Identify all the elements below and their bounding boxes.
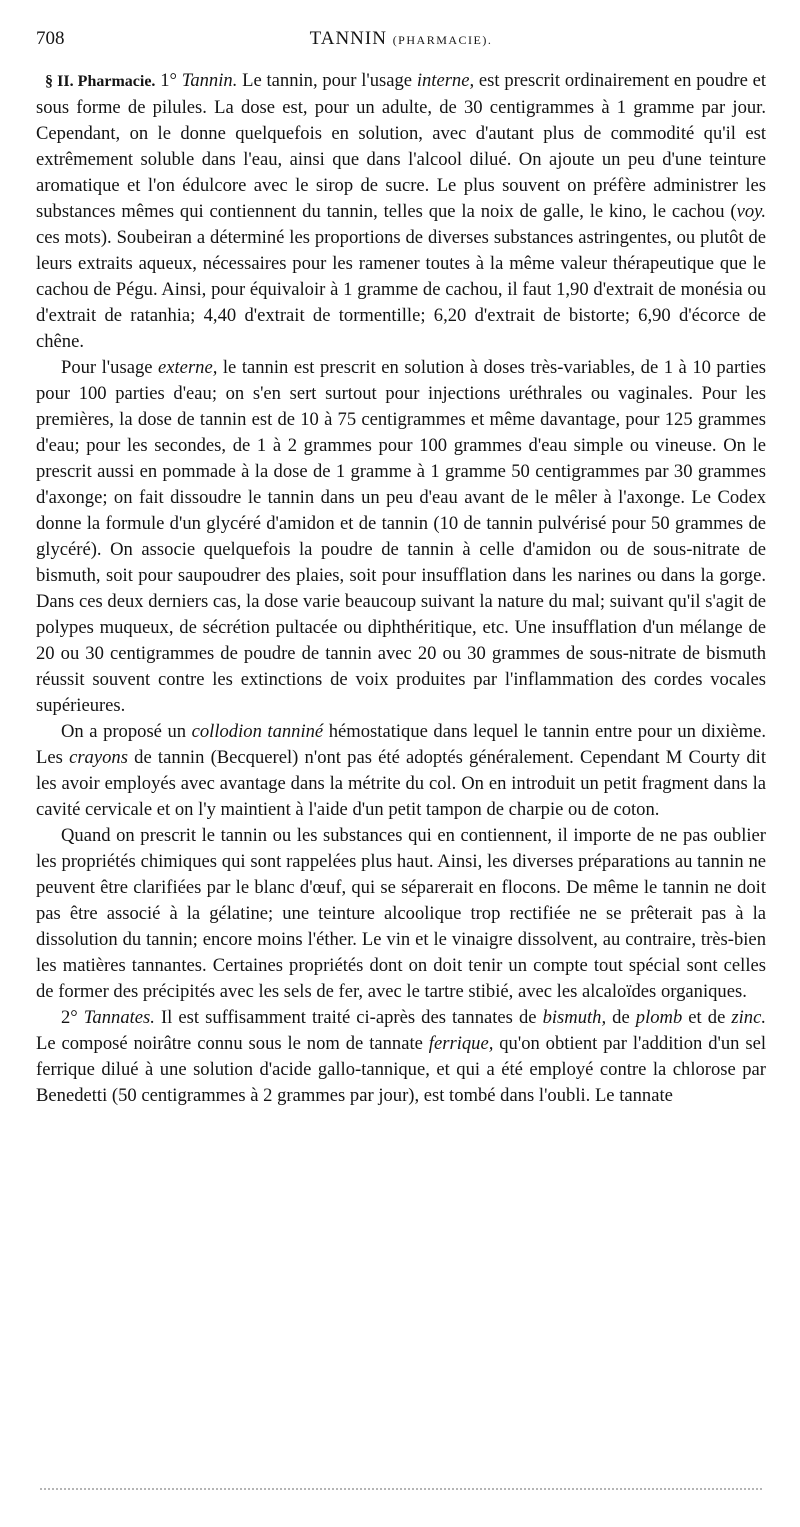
page <box>36 28 766 1109</box>
paragraph <box>36 355 766 719</box>
italic-text: Tannates. <box>83 1007 155 1028</box>
italic-text: crayons <box>69 747 128 768</box>
text-run: Le composé noirâtre connu sous le nom de tannate <box>36 1033 429 1054</box>
text-run: On a proposé un <box>61 721 192 742</box>
italic-text: externe, <box>158 357 218 378</box>
section-heading: § II. Pharmacie. <box>45 73 156 90</box>
paragraph <box>36 1005 766 1109</box>
italic-text: ferrique, <box>428 1033 494 1054</box>
title-main: TANNIN <box>309 28 387 49</box>
italic-text: zinc. <box>731 1007 766 1028</box>
italic-text: interne, <box>416 70 475 91</box>
paragraph <box>36 68 766 355</box>
title-subtitle: (PHARMACIE). <box>392 33 493 47</box>
text-run: Quand on prescrit le tannin ou les substances qui en contiennent, il importe de ne pas oublier les propriétés chimiques qui sont rappelées plus haut. Ainsi, les diverses préparations au tannin ne peuvent être clarifiées par le blanc d'œuf, qui se séparerait en flocons. De même le tannin ne doit pas être associé à la gélatine; une teinture alcoolique trop rectifiée ne se prêterait pas à la dissolution du tannin; encore moins l'éther. Le vin et le vinaigre dissolvent, au contraire, très-bien les matières tannantes. Certaines propriétés dont on doit tenir un compte tout spécial sont celles de former des précipités avec les sels de fer, avec le tartre stibié, avec les alcaloïdes organiques. <box>36 825 766 1002</box>
paragraph <box>36 823 766 1005</box>
text-run: Le tannin, pour l'usage <box>237 70 417 91</box>
text-run: et de <box>682 1007 732 1028</box>
body-text <box>36 68 766 1109</box>
page-title <box>36 28 766 50</box>
footer-rule <box>40 1488 762 1490</box>
italic-text: collodion tanniné <box>191 721 324 742</box>
paragraph <box>36 719 766 823</box>
italic-text: voy. <box>736 201 766 222</box>
text-run: hémostatique dans lequel le tannin entre pour un dixième. Les <box>36 721 767 768</box>
text-run: qu'on obtient par l'addition d'un sel ferrique dilué à une solution d'acide gallo-tannique, et qui a été employé contre la chlorose par Benedetti (50 centigrammes à 2 grammes par jour), est tombé dans l'oubli. Le tannate <box>36 1033 766 1106</box>
text-run: ces mots). Soubeiran a déterminé les proportions de diverses substances astringentes, ou plutôt de leurs extraits aqueux, nécessaires pour les ramener toutes à la même valeur thérapeutique que le cachou de Pégu. Ainsi, pour équivaloir à 1 gramme de cachou, il faut 1,90 d'extrait de monésia ou d'extrait de ratanhia; 4,40 d'extrait de tormentille; 6,20 d'extrait de bistorte; 6,90 d'écorce de chêne. <box>36 227 766 352</box>
text-run: 1° <box>155 70 182 91</box>
italic-text: plomb <box>635 1007 683 1028</box>
text-run: de <box>606 1007 636 1028</box>
text-run: le tannin est prescrit en solution à doses très-variables, de 1 à 10 parties pour 100 parties d'eau; on s'en sert surtout pour injections uréthrales ou vaginales. Pour les premières, la dose de tannin est de 10 à 75 centigrammes et même davantage, pour 125 grammes d'eau; pour les secondes, de 1 à 2 grammes pour 100 grammes d'eau simple ou vineuse. On le prescrit aussi en pommade à la dose de 1 gramme à 1 gramme 50 centigrammes par 30 grammes d'axonge; on fait dissoudre le tannin dans un peu d'eau avant de le mêler à l'axonge. Le Codex donne la formule d'un glycéré d'amidon et de tannin (10 de tannin pulvérisé pour 50 grammes de glycéré). On associe quelquefois la poudre de tannin à celle d'amidon ou de sous-nitrate de bismuth, soit pour saupoudrer des plaies, soit pour insufflation dans les narines ou dans la gorge. Dans ces deux derniers cas, la dose varie beaucoup suivant la nature du mal; suivant qu'il s'agit de polypes muqueux, de sécrétion pultacée ou diphthéritique, etc. Une insufflation d'un mélange de 20 ou 30 centigrammes de poudre de tannin avec 20 ou 30 grammes de sous-nitrate de bismuth réussit souvent contre les extinctions de voix produites par l'inflammation des cordes vocales supérieures. <box>36 357 766 716</box>
italic-text: Tannin. <box>181 70 238 91</box>
page-number: 708 <box>36 28 65 49</box>
text-run: Il est suffisamment traité ci-après des tannates de <box>154 1007 543 1028</box>
italic-text: bismuth, <box>542 1007 607 1028</box>
text-run: est prescrit ordinairement en poudre et sous forme de pilules. La dose est, pour un adulte, de 30 centigrammes à 1 gramme par jour. Cependant, on le donne quelquefois en solution, avec d'autant plus de commodité qu'il est extrêmement soluble dans l'eau, ainsi que dans l'alcool dilué. On ajoute un peu d'une teinture aromatique et l'on édulcore avec le sirop de sucre. Le plus souvent on préfère administrer les substances mêmes qui contiennent du tannin, telles que la noix de galle, le kino, le cachou ( <box>36 70 766 222</box>
text-run: de tannin (Becquerel) n'ont pas été adoptés généralement. Cependant M Courty dit les avoir employés avec avantage dans la métrite du col. On en introduit un petit fragment dans la cavité cervicale et on l'y maintient à l'aide d'un petit tampon de charpie ou de coton. <box>36 747 766 820</box>
text-run: Pour l'usage <box>61 357 159 378</box>
running-header <box>36 28 766 58</box>
text-run: 2° <box>61 1007 84 1028</box>
